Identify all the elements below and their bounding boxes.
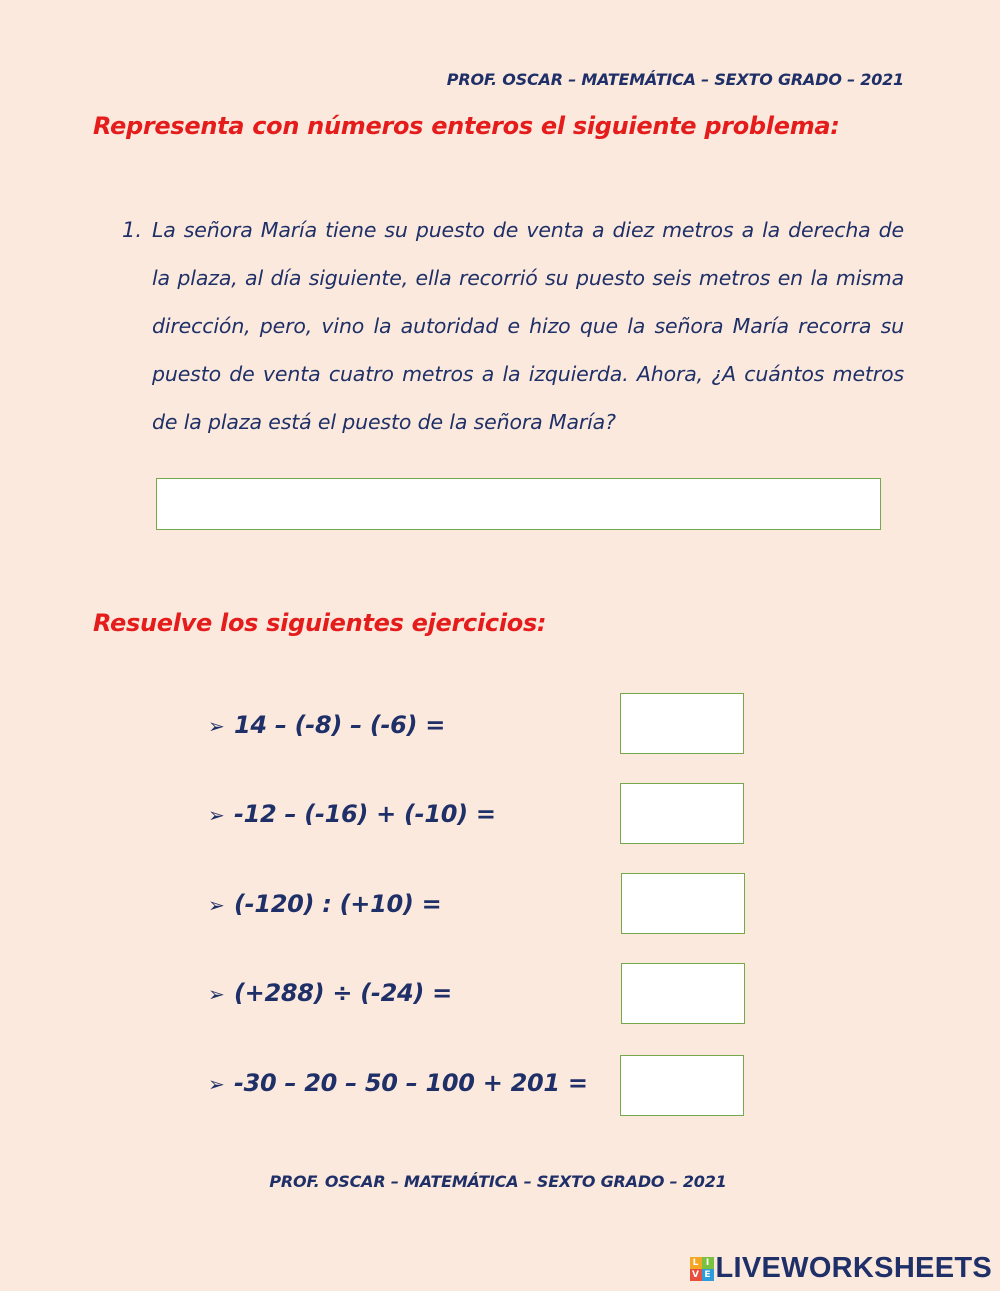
exercise-expression: (+288) ÷ (-24) =	[234, 979, 452, 1007]
exercise-1-answer-input[interactable]	[620, 693, 744, 754]
arrow-bullet-icon: ➢	[208, 893, 225, 917]
liveworksheets-logo-icon	[690, 1257, 714, 1281]
section-title-problem: Representa con números enteros el siguiente problema:	[93, 112, 840, 140]
logo-letter: L	[690, 1257, 702, 1269]
arrow-bullet-icon: ➢	[208, 982, 225, 1006]
arrow-bullet-icon: ➢	[208, 1072, 225, 1096]
exercise-1	[208, 711, 445, 739]
arrow-bullet-icon: ➢	[208, 714, 225, 738]
exercise-expression: -30 – 20 – 50 – 100 + 201 =	[234, 1069, 588, 1097]
exercise-expression: -12 – (-16) + (-10) =	[234, 800, 496, 828]
header-text: PROF. OSCAR – MATEMÁTICA – SEXTO GRADO – 2021	[446, 70, 904, 89]
exercise-4	[208, 979, 452, 1007]
logo-letter: V	[690, 1269, 702, 1281]
exercise-3-answer-input[interactable]	[621, 873, 745, 934]
exercise-expression: (-120) : (+10) =	[234, 890, 442, 918]
liveworksheets-brand	[690, 1252, 993, 1285]
exercise-4-answer-input[interactable]	[621, 963, 745, 1024]
logo-letter: I	[702, 1257, 714, 1269]
brand-text: LIVEWORKSHEETS	[715, 1252, 992, 1284]
exercise-3	[208, 890, 441, 918]
exercise-2	[208, 800, 496, 828]
logo-letter: E	[702, 1269, 714, 1281]
section-title-exercises: Resuelve los siguientes ejercicios:	[93, 609, 547, 637]
exercise-5-answer-input[interactable]	[620, 1055, 744, 1116]
footer-text: PROF. OSCAR – MATEMÁTICA – SEXTO GRADO – 2021	[269, 1172, 727, 1191]
problem-number: 1.	[122, 218, 143, 242]
arrow-bullet-icon: ➢	[208, 803, 225, 827]
problem-text: La señora María tiene su puesto de venta a diez metros a la derecha de la plaza, al día siguiente, ella recorrió su puesto seis metros en la misma dirección, pero, vino la autoridad e hizo que la señora María recorra su puesto de venta cuatro metros a la izquierda. Ahora, ¿A cuántos metros de la plaza está el puesto de la señora María?	[152, 218, 904, 434]
footer	[0, 1172, 1000, 1191]
exercise-expression: 14 – (-8) – (-6) =	[234, 711, 446, 739]
exercise-5	[208, 1069, 588, 1097]
problem-answer-input[interactable]	[156, 478, 881, 530]
exercise-2-answer-input[interactable]	[620, 783, 744, 844]
